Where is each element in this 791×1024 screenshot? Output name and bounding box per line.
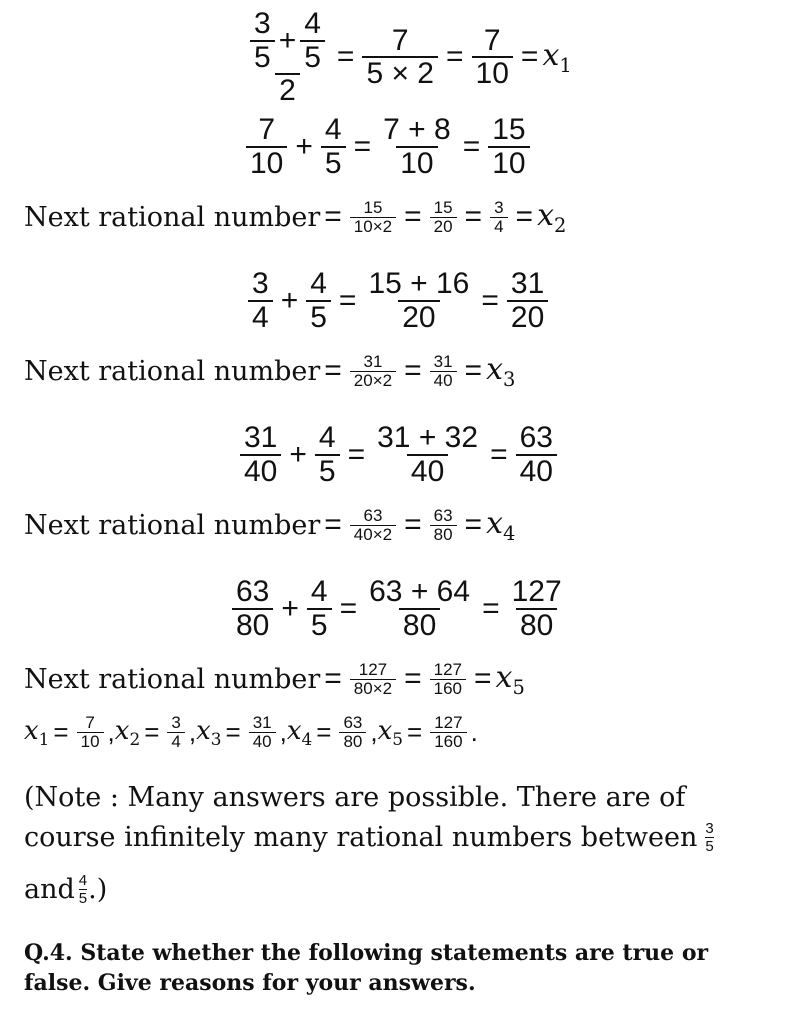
- equals-sign: =: [336, 40, 355, 74]
- equals-sign: =: [225, 716, 241, 747]
- equals-sign: =: [404, 200, 422, 234]
- denominator: 5: [250, 40, 275, 74]
- next-rational-3: [24, 506, 515, 545]
- numerator: 15 + 16: [368, 267, 470, 300]
- equals-sign: =: [324, 508, 342, 542]
- numerator: 127: [434, 713, 463, 732]
- numerator: 3: [252, 267, 269, 300]
- variable: $x_4$: [486, 506, 516, 545]
- denominator: 5: [300, 40, 325, 74]
- denominator: 40: [240, 454, 281, 488]
- plus-sign: +: [295, 129, 313, 163]
- denominator: 40: [249, 732, 276, 751]
- equals-sign: =: [490, 437, 508, 471]
- denominator: 5: [321, 146, 346, 180]
- numerator: 31: [252, 713, 272, 732]
- numerator: 63: [363, 506, 383, 526]
- numerator: 4: [310, 267, 327, 300]
- numerator: 7: [483, 23, 501, 57]
- equals-sign: =: [407, 716, 423, 747]
- variable: $x_5$: [495, 660, 525, 699]
- denominator: 10: [396, 146, 437, 180]
- equals-sign: =: [324, 200, 342, 234]
- equals-sign: =: [446, 40, 464, 74]
- denominator: 80: [430, 525, 457, 544]
- equals-sign: =: [481, 283, 499, 317]
- numerator: 15: [492, 113, 526, 146]
- equation-1: [242, 8, 572, 107]
- numerator: 15: [433, 198, 453, 218]
- summary-line: $x_1$ = $\frac{7}{10}$ , $x_2$ = $\frac{3}{4}$ , $x_3$ = $\frac{31}{40}$ , $x_4$ = $\frac{63}{80}$ , $x_5$ = $\frac{127}{160}$ .: [24, 713, 478, 751]
- denominator: 20: [430, 217, 457, 236]
- denominator: 4: [490, 217, 507, 236]
- denominator: 5 × 2: [362, 56, 438, 90]
- numerator: 63: [433, 506, 453, 526]
- equals-sign: =: [338, 283, 357, 317]
- equals-sign: =: [474, 662, 492, 696]
- question-line-2: false. Give reasons for your answers.: [24, 970, 476, 996]
- denominator: 4: [167, 732, 184, 751]
- equation-5: [228, 576, 570, 641]
- numerator: 4: [318, 421, 336, 454]
- denominator: 20: [398, 300, 439, 334]
- variable: $x_1$: [542, 37, 572, 77]
- numerator: 3: [494, 198, 504, 218]
- equals-sign: =: [464, 508, 483, 542]
- denominator: 5: [78, 890, 88, 907]
- denominator: 5: [307, 608, 332, 642]
- numerator: 7: [258, 113, 276, 146]
- equals-sign: =: [324, 662, 342, 696]
- denominator: 20: [507, 300, 548, 334]
- numerator: 3: [705, 820, 714, 837]
- numerator: 3: [171, 713, 181, 732]
- plus-sign: +: [281, 591, 299, 625]
- denominator: 2: [275, 73, 300, 107]
- numerator: 63 + 64: [369, 575, 471, 608]
- numerator: 4: [324, 113, 342, 146]
- numerator: 127: [511, 575, 562, 608]
- numerator: 31: [510, 267, 545, 300]
- denominator: 80: [339, 732, 366, 751]
- equation-4: [236, 422, 561, 487]
- denominator: 80: [399, 608, 440, 642]
- denominator: 4: [248, 300, 273, 334]
- denominator: 5: [705, 838, 714, 855]
- denominator: 20×2: [350, 371, 396, 390]
- denominator: 40×2: [350, 525, 396, 544]
- equals-sign: =: [462, 129, 481, 163]
- compound-fraction: [246, 8, 329, 107]
- numerator: 31 + 32: [377, 421, 479, 454]
- denominator: 10: [77, 732, 104, 751]
- plus-sign: +: [280, 283, 299, 317]
- numerator: 31: [363, 352, 383, 372]
- equals-sign: =: [515, 200, 534, 234]
- next-rational-1: [24, 198, 566, 237]
- equals-sign: =: [144, 716, 160, 747]
- note-line-3: and $\frac{4}{5}$ .): [24, 872, 108, 907]
- next-rational-4: [24, 660, 525, 699]
- next-rational-2: [24, 352, 515, 391]
- equals-sign: =: [339, 591, 358, 625]
- step-label: Next rational number: [24, 663, 321, 695]
- denominator: 10: [472, 56, 513, 90]
- equals-sign: =: [404, 662, 422, 696]
- numerator: 31: [244, 421, 278, 454]
- equals-sign: =: [53, 716, 69, 747]
- denominator: 40: [430, 371, 457, 390]
- numerator: 127: [358, 660, 388, 680]
- numerator: 7: [85, 713, 95, 732]
- plus-sign: +: [278, 23, 297, 57]
- numerator: 3: [254, 7, 271, 40]
- denominator: 10: [488, 146, 529, 180]
- equation-2: [242, 114, 534, 179]
- numerator: 4: [304, 7, 321, 40]
- equals-sign: =: [347, 437, 366, 471]
- numerator: 63: [519, 421, 553, 454]
- equals-sign: =: [482, 591, 500, 625]
- numerator: 15: [363, 198, 383, 218]
- variable: $x_3$: [486, 352, 516, 391]
- denominator: 160: [430, 679, 466, 698]
- question-line-1: Q.4. State whether the following statements are true or: [24, 940, 709, 966]
- step-label: Next rational number: [24, 355, 321, 387]
- equals-sign: =: [404, 354, 422, 388]
- equals-sign: =: [464, 200, 483, 234]
- note-line-2: course infinitely many rational numbers between $\frac{3}{5}$: [24, 820, 714, 855]
- equals-sign: =: [324, 354, 342, 388]
- denominator: 5: [306, 300, 331, 334]
- step-label: Next rational number: [24, 509, 321, 541]
- numerator: 7: [391, 23, 409, 57]
- denominator: 10×2: [350, 217, 396, 236]
- denominator: 5: [315, 454, 340, 488]
- equals-sign: =: [316, 716, 332, 747]
- numerator: 4: [78, 872, 88, 889]
- numerator: 31: [433, 352, 453, 372]
- numerator: 4: [310, 575, 328, 608]
- numerator: 127: [433, 660, 462, 680]
- step-label: Next rational number: [24, 201, 321, 233]
- equals-sign: =: [520, 40, 539, 74]
- equals-sign: =: [404, 508, 422, 542]
- plus-sign: +: [289, 437, 307, 471]
- numerator: 7 + 8: [383, 113, 451, 146]
- denominator: 40: [407, 454, 448, 488]
- equals-sign: =: [353, 129, 372, 163]
- denominator: 160: [430, 732, 466, 751]
- variable: $x_2$: [537, 198, 567, 237]
- denominator: 40: [516, 454, 557, 488]
- equation-3: [244, 268, 552, 333]
- equals-sign: =: [464, 354, 483, 388]
- numerator: 63: [343, 713, 363, 732]
- numerator: 63: [236, 575, 270, 608]
- denominator: 80×2: [350, 679, 396, 698]
- note-line-1: (Note : Many answers are possible. There are of: [24, 782, 686, 813]
- denominator: 80: [232, 608, 273, 642]
- denominator: 80: [516, 608, 557, 642]
- denominator: 10: [246, 146, 287, 180]
